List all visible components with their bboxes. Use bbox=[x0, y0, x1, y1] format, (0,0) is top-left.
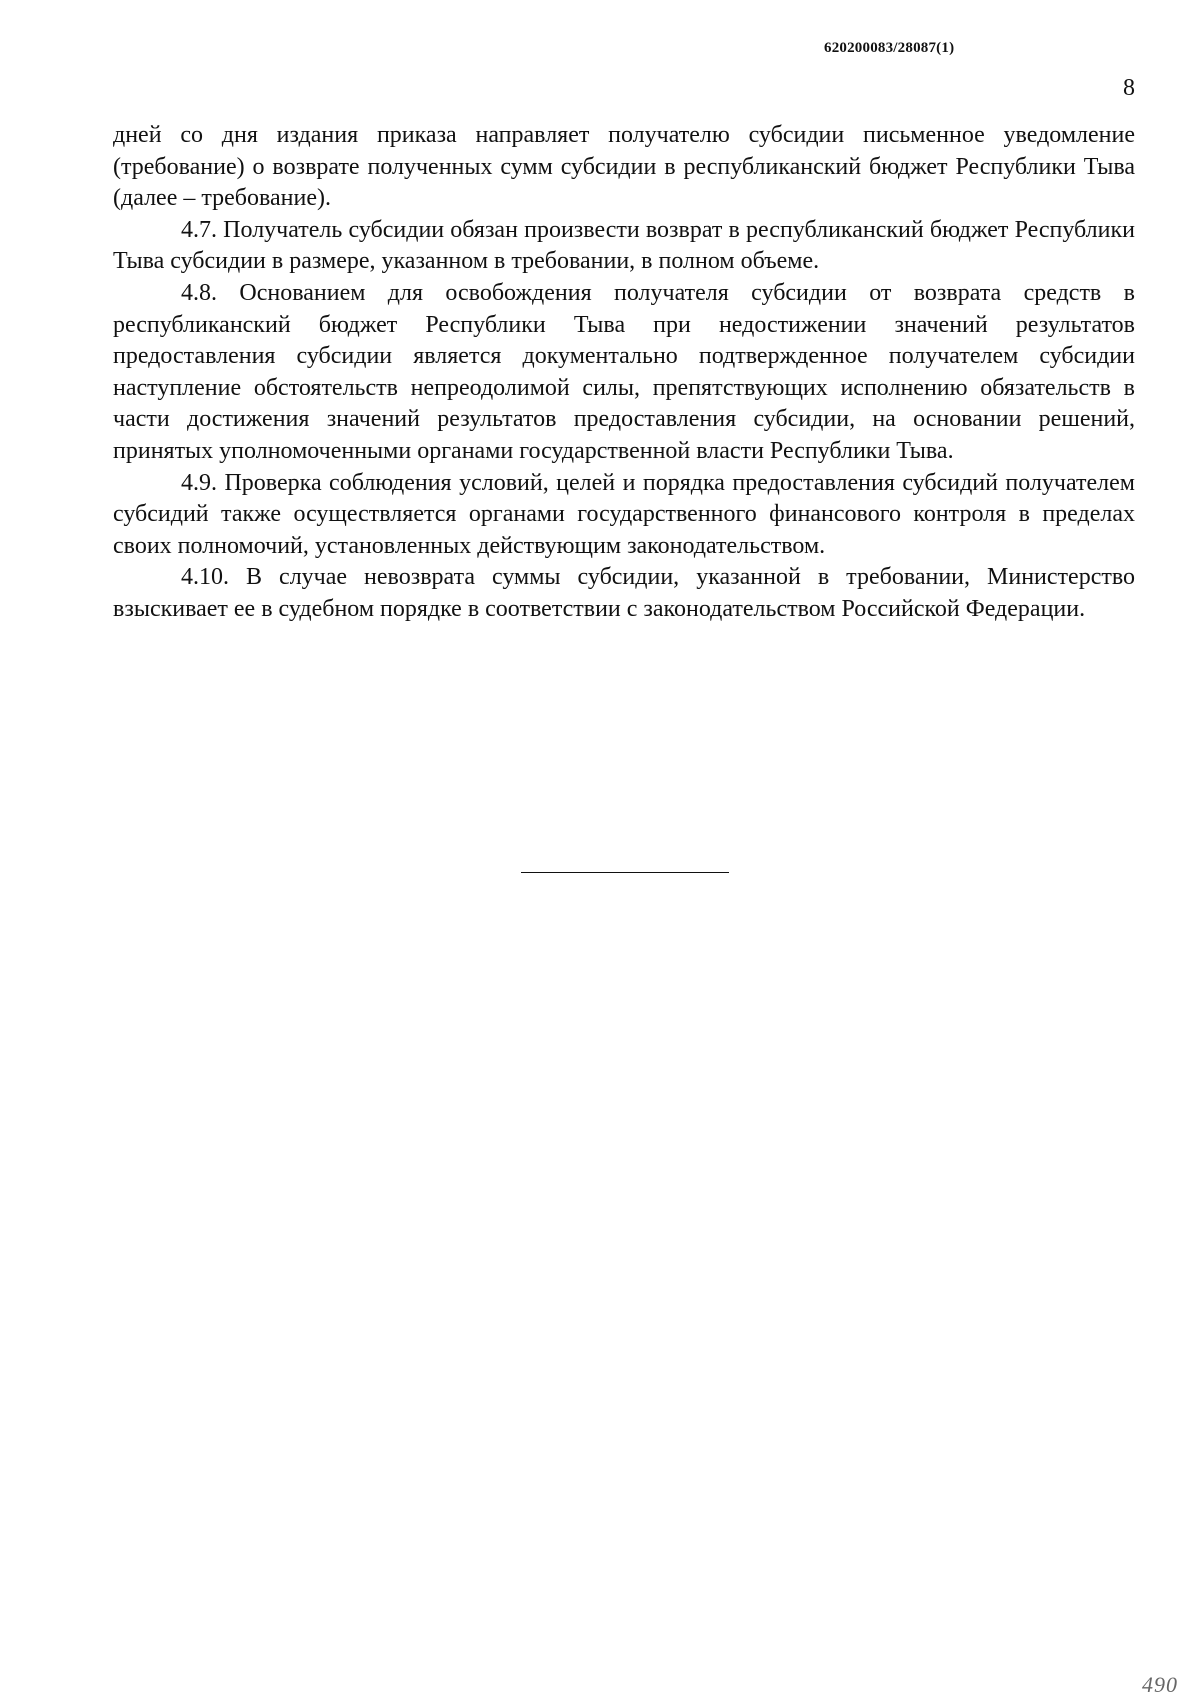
document-body bbox=[113, 120, 1135, 626]
paragraph-4-10: 4.10. В случае невозврата суммы субсидии, указанной в требовании, Министерство взыскивает ее в судебном порядке в соответствии с законодательством Российской Федерации. bbox=[113, 564, 1135, 622]
paragraph-4-7: 4.7. Получатель субсидии обязан произвести возврат в республиканский бюджет Республики Тыва субсидии в размере, указанном в требовании, в полном объеме. bbox=[113, 216, 1135, 275]
paragraph-4-8: 4.8. Основанием для освобождения получателя субсидии от возврата средств в республиканский бюджет Республики Тыва при недостижении значений результатов предоставления субсидии является документально подтвержденное получателем субсидии наступление обстоятельств непреодолимой силы, препятствующих исполнению обязательств в части достижения значений результатов предоставления субсидии, на основании решений, принятых уполномоченными органами государственной власти Республики Тыва. bbox=[113, 279, 1135, 464]
paragraph-continuation: дней со дня издания приказа направляет получателю субсидии письменное уведомление (требование) о возврате полученных сумм субсидии в республиканский бюджет Республики Тыва (далее – требование). bbox=[113, 122, 1135, 212]
end-of-document-rule bbox=[521, 872, 729, 873]
page-number: 8 bbox=[1123, 75, 1135, 101]
paragraph-4-9: 4.9. Проверка соблюдения условий, целей и порядка предоставления субсидий получателем субсидий также осуществляется органами государственного финансового контроля в пределах своих полномочий, установленных действующим законодательством. bbox=[113, 469, 1135, 559]
handwritten-page-mark: 490 bbox=[1142, 1672, 1178, 1697]
document-id: 620200083/28087(1) bbox=[824, 40, 955, 56]
